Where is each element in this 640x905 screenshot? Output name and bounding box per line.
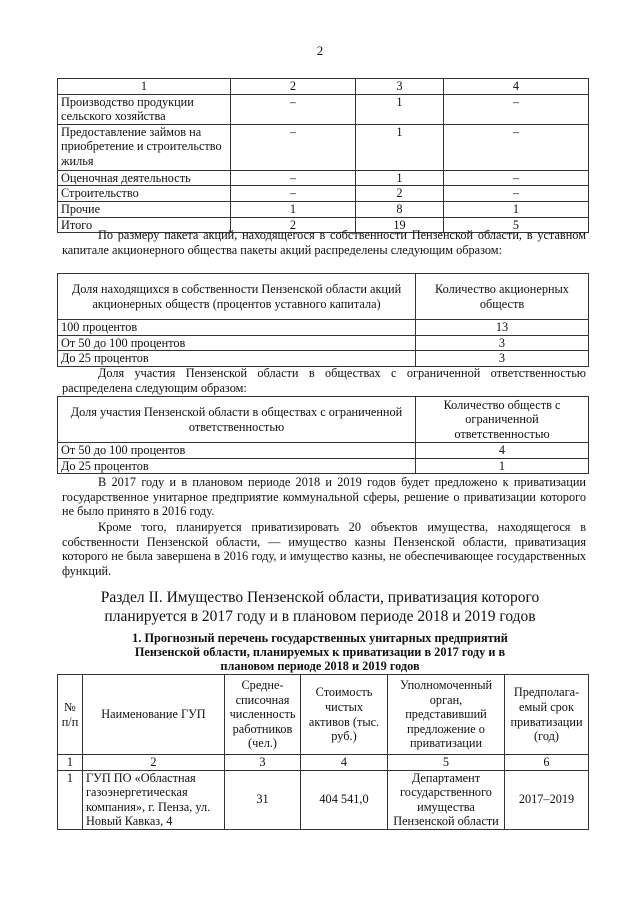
table-row: От 50 до 100 процентов 4 <box>58 443 589 459</box>
page-number: 2 <box>316 43 324 58</box>
table-header-row: 1 2 3 4 <box>58 79 589 95</box>
paragraph-llc: Доля участия Пензенской области в обществах с ограниченной ответственностью распределена следующим образом: <box>62 366 586 395</box>
table-gup-list <box>57 674 589 830</box>
table-llc-distribution <box>57 396 589 474</box>
table-header-row: Доля находящихся в собственности Пензенской области акций акционерных обществ (процентов уставного капитала) Количество акционерных обществ <box>58 274 589 320</box>
table-row: Оценочная деятельность – 1 – <box>58 170 589 186</box>
paragraph-shares: По размеру пакета акций, находящегося в собственности Пензенской области, в уставном капитале акционерного общества пакеты акций распределены следующим образом: <box>62 228 586 257</box>
table-row: До 25 процентов 3 <box>58 351 589 367</box>
table-column-numbers-row: 1 2 3 4 5 6 <box>58 755 589 771</box>
table-header-row: Доля участия Пензенской области в обществах с ограниченной ответственностью Количество обществ с ограниченной ответственностью <box>58 397 589 443</box>
section-title: Раздел II. Имущество Пензенской области, приватизация которого планируется в 2017 году и в плановом периоде 2018 и 2019 годов <box>100 589 540 625</box>
table-row: До 25 процентов 1 <box>58 458 589 474</box>
table-row: 1 ГУП ПО «Областная газоэнергетическая компания», г. Пенза, ул. Новый Кавказ, 4 31 404 541,0 Департамент государственного имущества Пензенской области 2017–2019 <box>58 770 589 829</box>
paragraph-objects: Кроме того, планируется приватизировать 20 объектов имущества, находящегося в собственности Пензенской области, — имущество казны Пензенской области, приватизация которого не была завершена в 2016 году, и имущество казны, не обеспечивающее государственных функций. <box>62 520 586 578</box>
table-total-row: Итого 2 19 5 <box>58 217 589 233</box>
table-row: От 50 до 100 процентов 3 <box>58 335 589 351</box>
paragraph-2017: В 2017 году и в плановом периоде 2018 и 2019 годов будет предложено к приватизации государственное унитарное предприятие коммунальной сферы, решение о приватизации которого не было принято в 2016 году. <box>62 475 586 519</box>
subsection-title: 1. Прогнозный перечень государственных унитарных предприятий Пензенской области, планируемых к приватизации в 2017 году и в плановом периоде 2018 и 2019 годов <box>132 631 508 673</box>
table-row: Строительство – 2 – <box>58 186 589 202</box>
table-share-distribution <box>57 273 589 367</box>
table-row: Предоставление займов на приобретение и строительство жилья – 1 – <box>58 124 589 170</box>
table-header-row: № п/п Наименование ГУП Средне-списочная численность работников (чел.) Стоимость чистых активов (тыс. руб.) Уполномоченный орган, представивший предложение о приватизации Предполага-емый срок приватизации (год) <box>58 675 589 755</box>
table-row: Прочие 1 8 1 <box>58 201 589 217</box>
table-row: 100 процентов 13 <box>58 320 589 336</box>
table-activity <box>57 78 589 233</box>
table-row: Производство продукции сельского хозяйства – 1 – <box>58 94 589 124</box>
